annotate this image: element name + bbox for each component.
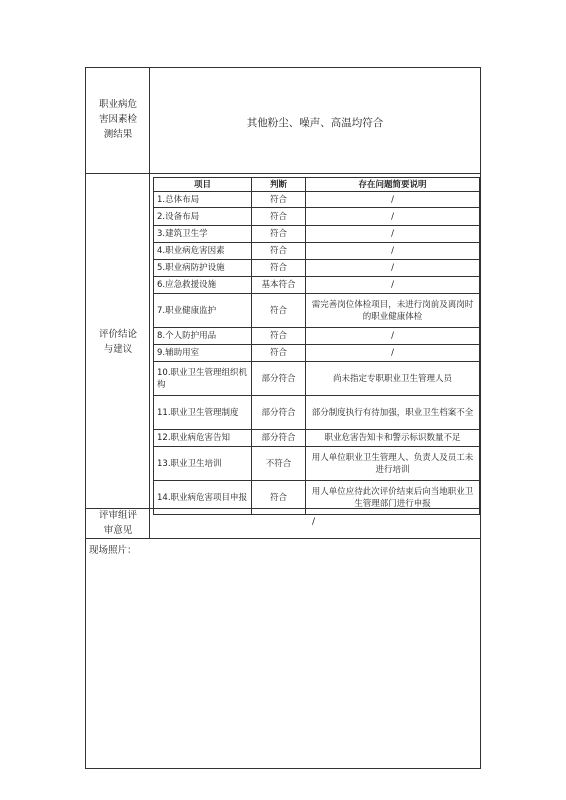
row-item: 7.职业健康监护 [154,294,252,328]
row-judgement: 不符合 [252,447,306,481]
detection-label-line: 害因素检 [98,114,137,125]
column-header-note: 存在问题简要说明 [306,178,480,192]
review-label-line: 评审组评 [98,510,137,521]
evaluation-table [153,177,480,515]
row-item: 5.职业病防护设施 [154,260,252,277]
row-judgement: 部分符合 [252,396,306,430]
table-row [154,396,480,430]
table-row [154,277,480,294]
row-item: 4.职业病危害因素 [154,243,252,260]
row-judgement: 符合 [252,260,306,277]
row-judgement: 基本符合 [252,277,306,294]
row-note: / [306,277,480,294]
evaluation-label-line: 评价结论 [98,329,137,340]
detection-label [87,97,149,142]
table-row [154,328,480,345]
row-judgement: 符合 [252,481,306,515]
row-note: / [306,328,480,345]
row-note: 用人单位应待此次评价结束后向当地职业卫生管理部门进行申报 [306,481,480,515]
row-note: / [306,208,480,226]
row-note: 用人单位职业卫生管理人、负责人及员工未进行培训 [306,447,480,481]
label-column-divider [149,67,150,538]
row-note: / [306,226,480,243]
divider-review [85,538,481,539]
row-judgement: 部分符合 [252,362,306,396]
table-row [154,226,480,243]
column-header-item: 项目 [154,178,252,192]
detection-result: 其他粉尘、噪声、高温均符合 [246,117,384,129]
row-note: 部分制度执行有待加强，职业卫生档案不全 [306,396,480,430]
table-row [154,192,480,208]
row-judgement: 符合 [252,208,306,226]
row-judgement: 符合 [252,345,306,362]
row-item: 2.设备布局 [154,208,252,226]
row-note: 尚未指定专职职业卫生管理人员 [306,362,480,396]
row-note: / [306,243,480,260]
row-item: 10.职业卫生管理组织机构 [154,362,252,396]
row-item: 11.职业卫生管理制度 [154,396,252,430]
row-item: 8.个人防护用品 [154,328,252,345]
row-judgement: 部分符合 [252,430,306,447]
row-note: / [306,345,480,362]
row-judgement: 符合 [252,243,306,260]
table-row [154,345,480,362]
review-label-line: 审意见 [103,525,133,536]
row-note: / [306,260,480,277]
table-header-row [154,178,480,192]
review-value: / [312,517,316,527]
evaluation-label-line: 与建议 [103,344,133,355]
row-judgement: 符合 [252,328,306,345]
row-item: 13.职业卫生培训 [154,447,252,481]
table-row [154,447,480,481]
table-row [154,362,480,396]
row-item: 3.建筑卫生学 [154,226,252,243]
row-judgement: 符合 [252,226,306,243]
row-judgement: 符合 [252,294,306,328]
row-note: 职业危害告知卡和警示标识数量不足 [306,430,480,447]
row-judgement: 符合 [252,192,306,208]
table-row [154,430,480,447]
table-row [154,208,480,226]
table-row [154,481,480,515]
column-header-judge: 判断 [252,178,306,192]
row-item: 14.职业病危害项目申报 [154,481,252,515]
review-label [87,508,149,538]
evaluation-label [87,327,149,357]
table-row [154,243,480,260]
row-item: 1.总体布局 [154,192,252,208]
row-item: 6.应急救援设施 [154,277,252,294]
row-note: 需完善岗位体检项目，未进行岗前及离岗时的职业健康体检 [306,294,480,328]
site-photos-label: 现场照片： [89,545,137,556]
row-item: 9.辅助用室 [154,345,252,362]
table-row [154,294,480,328]
detection-label-line: 职业病危 [98,99,137,110]
row-note: / [306,192,480,208]
row-item: 12.职业病危害告知 [154,430,252,447]
divider-detection [85,173,481,174]
table-row [154,260,480,277]
detection-label-line: 测结果 [103,129,133,140]
